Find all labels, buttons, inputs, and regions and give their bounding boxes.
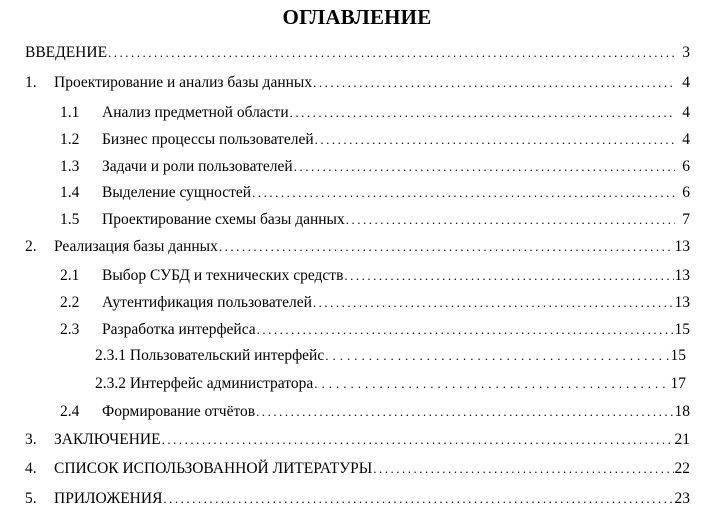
toc-entry-number: 2. [25,238,37,255]
toc-page-number: 15 [670,347,686,364]
toc-entry-number: 4. [25,460,37,477]
toc-page-number: 13 [674,267,690,284]
dot-leader [163,488,673,510]
toc-page-number: 22 [674,460,690,477]
toc-entry-label: Анализ предметной области [102,104,289,121]
toc-entry-label: Аутентификация пользователей [102,294,312,311]
toc-page-number: 3 [682,44,690,61]
toc-entry-label: Выделение сущностей [102,184,252,201]
toc-page-number: 7 [682,211,690,228]
toc-entry-section-2-3[interactable] [0,319,714,341]
toc-entry-label: Бизнес процессы пользователей [102,131,314,148]
dot-leader [313,292,674,314]
dot-leader [315,129,675,151]
dot-leader [325,345,669,367]
toc-entry-section-1-3[interactable] [0,156,714,178]
toc-entry-section-1-5[interactable] [0,209,714,231]
dot-leader [162,429,674,451]
dot-leader [346,209,675,231]
toc-entry-section-2-2[interactable] [0,292,714,314]
toc-entry-number: 1. [25,74,37,91]
toc-entry-label: Формирование отчётов [102,403,256,420]
toc-entry-label: ВВЕДЕНИЕ [25,44,108,61]
toc-entry-label: Реализация базы данных [54,238,218,255]
toc-entry-label: 2.3.2 Интерфейс администратора [95,375,314,392]
toc-entry-section-1-2[interactable] [0,129,714,151]
toc-page-number: 23 [674,490,690,507]
dot-leader [294,156,675,178]
toc-page-number: 15 [674,321,690,338]
toc-entry-label: СПИСОК ИСПОЛЬЗОВАННОЙ ЛИТЕРАТУРЫ [54,460,373,477]
toc-entry-intro[interactable] [0,42,714,64]
toc-page-number: 21 [674,431,690,448]
toc-entry-label: Проектирование и анализ базы данных [54,74,313,91]
dot-leader [219,236,674,258]
toc-entry-number: 2.4 [60,403,80,420]
toc-page-number: 17 [670,375,686,392]
toc-entry-number: 1.3 [60,158,80,175]
toc-page-number: 4 [682,104,690,121]
toc-entry-chapter-1[interactable] [0,72,714,94]
toc-entry-chapter-2[interactable] [0,236,714,258]
toc-entry-number: 3. [25,431,37,448]
toc-entry-chapter-5[interactable] [0,488,714,510]
toc-page-number: 6 [682,158,690,175]
toc-entry-number: 5. [25,490,37,507]
dot-leader [290,102,675,124]
toc-entry-number: 1.2 [60,131,80,148]
dot-leader [314,373,669,395]
toc-page-number: 18 [674,403,690,420]
toc-entry-section-2-3-1[interactable] [0,345,714,367]
dot-leader [108,42,675,64]
dot-leader [257,319,674,341]
toc-entry-number: 2.2 [60,294,80,311]
toc-entry-section-2-3-2[interactable] [0,373,714,395]
toc-entry-label: 2.3.1 Пользовательский интерфейс [95,347,325,364]
dot-leader [252,182,675,204]
toc-page-number: 4 [682,74,690,91]
toc-entry-label: ЗАКЛЮЧЕНИЕ [54,431,161,448]
toc-entry-section-1-1[interactable] [0,102,714,124]
toc-entry-label: Проектирование схемы базы данных [102,211,345,228]
toc-entry-section-1-4[interactable] [0,182,714,204]
toc-entry-number: 2.3 [60,321,80,338]
toc-entry-chapter-4[interactable] [0,458,714,480]
toc-page-number: 13 [674,294,690,311]
toc-entry-number: 1.1 [60,104,80,121]
dot-leader [344,265,673,287]
dot-leader [313,72,675,94]
toc-entry-label: Выбор СУБД и технических средств [102,267,344,284]
toc-entry-label: Задачи и роли пользователей [102,158,293,175]
toc-entry-label: ПРИЛОЖЕНИЯ [54,490,163,507]
toc-page-number: 6 [682,184,690,201]
toc-entry-section-2-4[interactable] [0,401,714,423]
toc-entry-number: 2.1 [60,267,80,284]
toc-entry-section-2-1[interactable] [0,265,714,287]
toc-page-number: 4 [682,131,690,148]
toc-entry-number: 1.5 [60,211,80,228]
dot-leader [256,401,673,423]
toc-entry-label: Разработка интерфейса [102,321,256,338]
dot-leader [373,458,673,480]
toc-entry-number: 1.4 [60,184,80,201]
toc-page-number: 13 [674,238,690,255]
toc-title: ОГЛАВЛЕНИЕ [282,5,432,29]
toc-entry-chapter-3[interactable] [0,429,714,451]
